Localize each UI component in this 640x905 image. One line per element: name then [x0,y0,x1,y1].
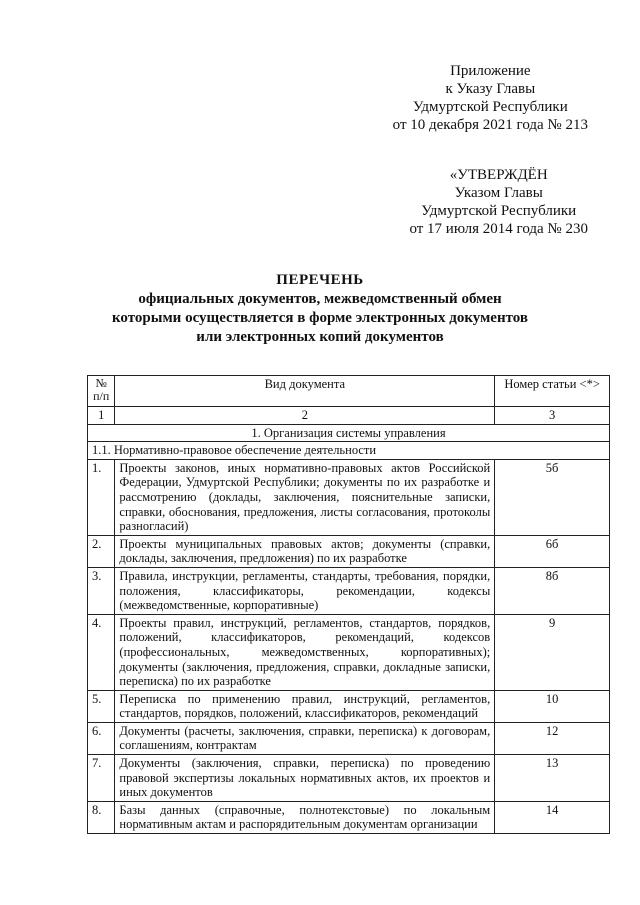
row-doc-type: Проекты правил, инструкций, регламентов, стандартов, порядков, положений, классификаторов, рекомендаций, кодексов (профессиональных, межведомственных, корпоративных); документы (заключения, предложения, справки, докладные записки, переписка) по их разработке [115,614,495,690]
table-header-row [88,376,610,407]
row-article: 5б [495,459,610,535]
row-article: 14 [495,801,610,833]
annex-line-2: к Указу Главы [445,81,536,97]
title-line-2: которыми осуществляется в форме электронных документов [111,310,528,326]
row-number: 5. [88,690,115,722]
approved-line-2: Указом Главы [454,185,543,201]
annex-block [393,62,588,134]
section-heading: 1. Организация системы управления [88,424,610,442]
approved-line-1: «УТВЕРЖДЁН [449,167,548,183]
section-row [88,424,610,442]
row-article: 13 [495,755,610,802]
column-index-row [88,407,610,425]
row-doc-type: Проекты законов, иных нормативно-правовых актов Российской Федерации, Удмуртской Республики; документы по их разработке и рассмотрению (доклады, заключения, пояснительные записки, справки, обоснования, предложения, листы согласования, протоколы разногласий) [115,459,495,535]
table-row [88,614,610,690]
header-article: Номер статьи <*> [495,376,610,407]
row-doc-type: Правила, инструкции, регламенты, стандарты, требования, порядки, положения, классификаторы, рекомендации, кодексы (межведомственные, корпоративные) [115,567,495,614]
row-article: 12 [495,722,610,754]
subsection-heading: 1.1. Нормативно-правовое обеспечение деятельности [88,442,610,460]
row-number: 6. [88,722,115,754]
column-index-1: 1 [88,407,115,425]
row-doc-type: Документы (расчеты, заключения, справки, переписка) к договорам, соглашениям, контрактам [115,722,495,754]
table-row [88,535,610,567]
document-title [0,271,640,347]
row-number: 4. [88,614,115,690]
approved-line-4: от 17 июля 2014 года № 230 [409,221,588,237]
row-number: 7. [88,755,115,802]
approved-line-3: Удмуртской Республики [421,203,577,219]
row-article: 6б [495,535,610,567]
annex-line-3: Удмуртской Республики [412,99,568,115]
table-row [88,722,610,754]
row-number: 3. [88,567,115,614]
title-line-1: официальных документов, межведомственный обмен [138,291,502,307]
table-row [88,801,610,833]
row-doc-type: Переписка по применению правил, инструкций, регламентов, стандартов, порядков, положений, классификаторов, рекомендаций [115,690,495,722]
header-doc-type: Вид документа [115,376,495,407]
table-row [88,459,610,535]
title-main: ПЕРЕЧЕНЬ [276,272,364,288]
row-doc-type: Проекты муниципальных правовых актов; документы (справки, доклады, заключения, предложения) по их разработке [115,535,495,567]
row-doc-type: Базы данных (справочные, полнотекстовые) по локальным нормативным актам и распорядительным документам организации [115,801,495,833]
documents-table [87,375,610,834]
row-number: 1. [88,459,115,535]
approved-block [409,166,588,238]
row-article: 8б [495,567,610,614]
table-row [88,755,610,802]
row-number: 2. [88,535,115,567]
annex-line-1: Приложение [450,63,531,79]
column-index-2: 2 [115,407,495,425]
table-row [88,567,610,614]
row-article: 10 [495,690,610,722]
row-article: 9 [495,614,610,690]
row-doc-type: Документы (заключения, справки, переписка) по проведению правовой экспертизы локальных нормативных актов, их проектов и иных документов [115,755,495,802]
annex-line-4: от 10 декабря 2021 года № 213 [392,117,588,133]
table-row [88,690,610,722]
title-line-3: или электронных копий документов [196,329,444,345]
column-index-3: 3 [495,407,610,425]
subsection-row [88,442,610,460]
row-number: 8. [88,801,115,833]
header-num: № п/п [88,376,115,407]
